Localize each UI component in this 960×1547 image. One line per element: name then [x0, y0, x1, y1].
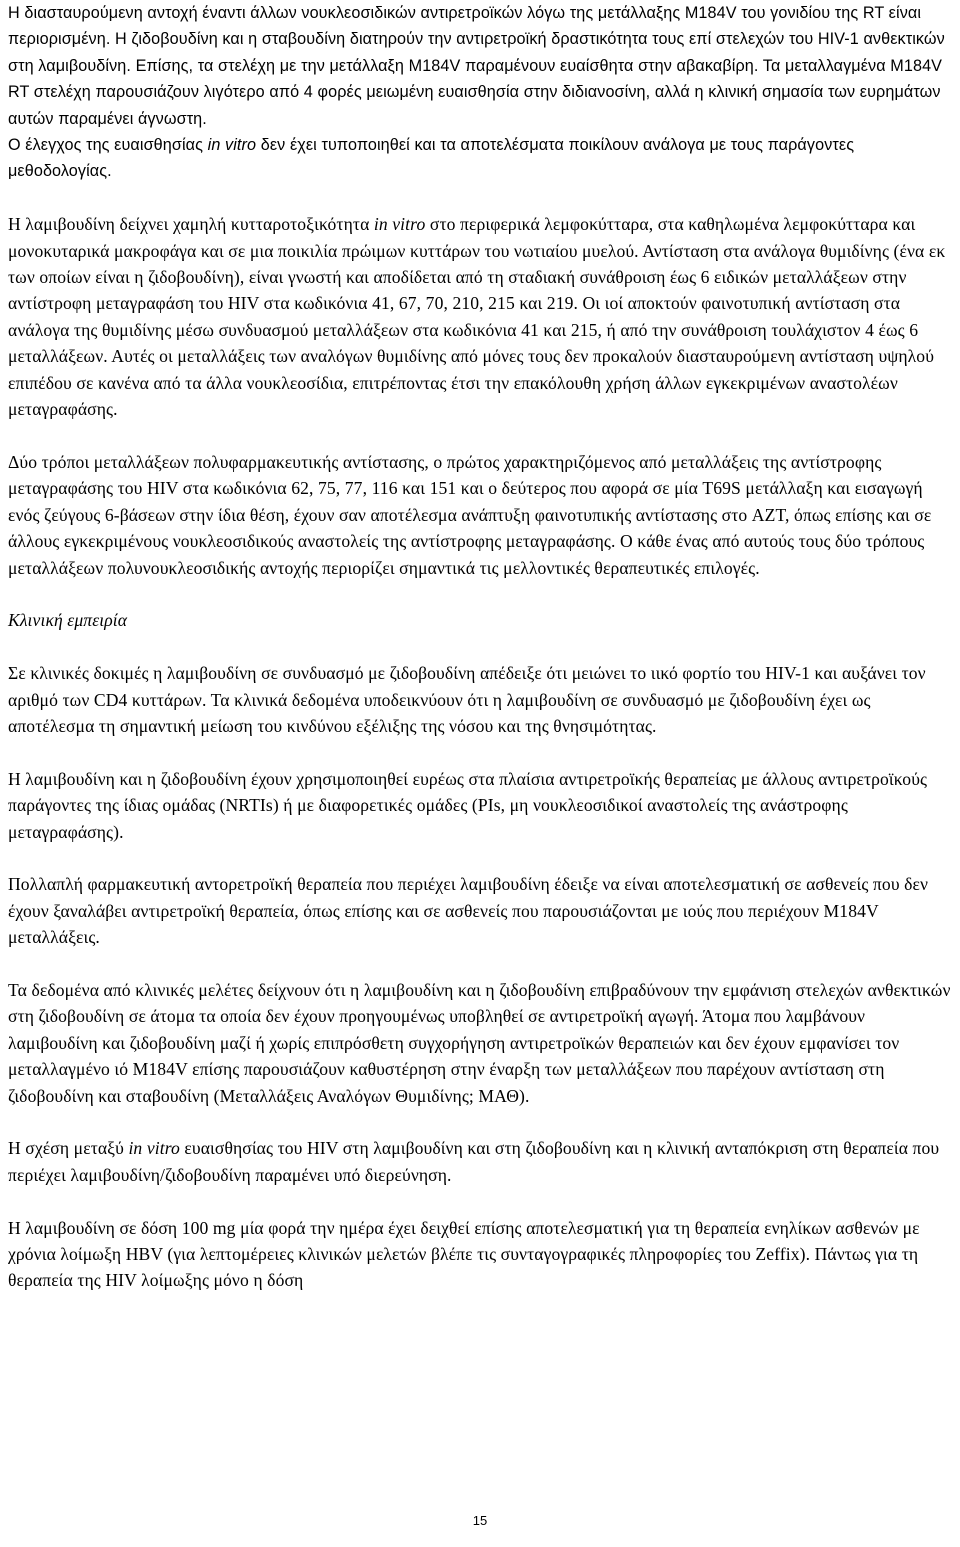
page-number: 15: [472, 1513, 488, 1528]
paragraph-multidrug-resistance: Δύο τρόποι μεταλλάξεων πολυφαρμακευτικής αντίστασης, ο πρώτος χαρακτηριζόμενος από μεταλλάξεις της αντίστροφης μεταγραφάσης του HIV στα κωδικόνια 62, 75, 77, 116 και 151 και ο δεύτερος που αφορά σε μία T69S μετάλλαξη και εισαγωγή ενός ζεύγους 6-βάσεων στην ίδια θέση, έχουν σαν αποτέλεσμα ανάπτυξη φαινοτυπικής αντίστασης στο AZT, όπως επίσης και σε άλλους εγκεκριμένους νουκλεοσιδικούς αναστολείς της αντίστροφης μεταγραφάσης. Ο κάθε ένας από αυτούς τους δύο τρόπους μεταλλάξεων πολυνουκλεοσιδικής αντοχής περιορίζει σημαντικά τις μελλοντικές θεραπευτικές επιλογές.: [8, 451, 932, 578]
paragraph-spacer: [8, 951, 952, 977]
document-body: [8, 0, 952, 1294]
paragraph-combination-use: Η λαμιβουδίνη και η ζιδοβουδίνη έχουν χρησιμοποιηθεί ευρέως στα πλαίσια αντιρετροϊκής θεραπείας με άλλους αντιρετροϊκούς παράγοντες της ίδιας ομάδας (NRTIs) ή με διαφορετικές ομάδες (PIs, μη νουκλεοσιδικοί αναστολείς της ανάστροφης μεταγραφάσης).: [8, 768, 928, 842]
paragraph-spacer: [8, 845, 952, 871]
paragraph-cross-resistance: [8, 0, 952, 132]
paragraph-text: δεν έχει τυποποιηθεί και τα αποτελέσματα ποικίλουν ανάλογα με τους παράγοντες μεθοδολογίας.: [8, 136, 855, 181]
paragraph-cytotoxicity: [8, 211, 952, 422]
italic-term: in vitro: [207, 136, 257, 155]
paragraph-spacer: [8, 739, 952, 765]
italic-term: in vitro: [373, 214, 426, 235]
paragraph-clinical-data: Τα δεδομένα από κλινικές μελέτες δείχνουν ότι η λαμιβουδίνη και η ζιδοβουδίνη επιβραδύνουν την εμφάνιση στελεχών ανθεκτικών στη ζιδοβουδίνη σε άτομα τα οποία δεν έχουν προηγουμένως υποβληθεί σε αντιρετροϊκή αγωγή. Άτομα που λαμβάνουν λαμιβουδίνη και ζιδοβουδίνη μαζί ή χωρίς επιπρόσθετη συγχορήγηση αντιρετροϊκών θεραπειών και δεν έχουν εμφανίσει τον μεταλλαγμένο ιό M184V επίσης παρουσιάζουν καθυστέρηση στην έναρξη των μεταλλάξεων που παρέχουν αντίσταση στη ζιδοβουδίνη και σταβουδίνη (Μεταλλάξεις Αναλόγων Θυμιδίνης; ΜΑΘ).: [8, 979, 951, 1106]
paragraph-in-vitro-relationship: [8, 1135, 952, 1188]
paragraph-spacer: [8, 1188, 952, 1214]
paragraph-spacer: [8, 581, 952, 607]
paragraph-text: Η διασταυρούμενη αντοχή έναντι άλλων νουκλεοσιδικών αντιρετροϊκών λόγω της μετάλλαξης M184V του γονιδίου της RT είναι περιορισμένη. Η ζιδοβουδίνη και η σταβουδίνη διατηρούν την αντιρετροϊκή δραστικότητα τους επί στελεχών του HIV-1 ανθεκτικών στη λαμιβουδίνη. Επίσης, τα στελέχη με την μετάλλαξη M184V παραμένουν ευαίσθητα στην αβακαβίρη.: [8, 4, 945, 75]
paragraph-hbv-dose: Η λαμιβουδίνη σε δόση 100 mg μία φορά την ημέρα έχει δειχθεί επίσης αποτελεσματική για τη θεραπεία ενηλίκων ασθενών με χρόνια λοίμωξη HBV (για λεπτομέρειες κλινικών μελετών βλέπε τις συνταγογραφικές πληροφορίες του Zeffix). Πάντως για τη θεραπεία της HIV λοίμωξης μόνο η δόση: [8, 1217, 920, 1291]
paragraph-multidrug-therapy: Πολλαπλή φαρμακευτική αντορετροϊκή θεραπεία που περιέχει λαμιβουδίνη έδειξε να είναι αποτελεσματική σε ασθενείς που δεν έχουν ξαναλάβει αντιρετροϊκή θεραπεία, όπως επίσης και σε ασθενείς που παρουσιάζονται με ιούς που περιέχουν M184V μεταλλάξεις.: [8, 874, 929, 948]
paragraph-spacer: [8, 422, 952, 448]
section-heading: Κλινική εμπειρία: [8, 610, 128, 631]
paragraph-text: ευαισθησίας του HIV στη λαμιβουδίνη και στη ζιδοβουδίνη και η κλινική ανταπόκριση στη θεραπεία που περιέχει λαμιβουδίνη/ζιδοβουδίνη παραμένει υπό διερεύνηση.: [8, 1138, 940, 1185]
paragraph-text: Ο έλεγχος της ευαισθησίας: [8, 136, 208, 155]
paragraph-clinical-trials: Σε κλινικές δοκιμές η λαμιβουδίνη σε συνδυασμό με ζιδοβουδίνη απέδειξε ότι μειώνει το ιικό φορτίο του HIV-1 και αυξάνει τον αριθμό των CD4 κυττάρων. Τα κλινικά δεδομένα υποδεικνύουν ότι η λαμιβουδίνη σε συνδυασμό με ζιδοβουδίνη έχει ως αποτέλεσμα τη σημαντική μείωση του κινδύνου εξέλιξης της νόσου και της θνησιμότητας.: [8, 663, 926, 736]
paragraph-spacer: [8, 185, 952, 211]
paragraph-text: Τα μεταλλαγμένα M184V RT στελέχη παρουσιάζουν λιγότερο από 4 φορές μειωμένη ευαισθησία στην διδιανοσίνη, αλλά η κλινική σημασία των ευρημάτων αυτών παραμένει άγνωστη.: [8, 56, 943, 128]
paragraph-text: Η σχέση μεταξύ: [8, 1138, 129, 1159]
paragraph-text: στο περιφερικά λεμφοκύτταρα, στα καθηλωμένα λεμφοκύτταρα και μονοκυταρικά μακροφάγα και σε μια ποικιλία πρώιμων κυττάρων του νωτιαίου μυελού. Αντίσταση στα ανάλογα θυμιδίνης (ένα εκ των οποίων είναι η ζιδοβουδίνη), είναι γνωστή και αποδίδεται από τη σταδιακή συνάθροιση έως 6 ειδικών μεταλλάξεων στην αντίστροφη μεταγραφάση του HIV στα κωδικόνια 41, 67, 70, 210, 215 και 219. Οι ιοί αποκτούν φαινοτυπική αντίσταση στα ανάλογα της θυμιδίνης μέσω συνδυασμού μεταλλάξεων στα κωδικόνια 41 και 215, ή από την συνάθροιση τουλάχιστον 4 έως 6 μεταλλάξεων. Αυτές οι μεταλλάξεις των αναλόγων θυμιδίνης από μόνες τους δεν προκαλούν διασταυρούμενη αντίσταση υψηλού επιπέδου σε κανένα από τα άλλα νουκλεοσίδια, επιτρέποντας έτσι την επακόλουθη χρήση άλλων εγκεκριμένων αναστολέων μεταγραφάσης.: [8, 214, 946, 420]
italic-term: in vitro: [128, 1138, 180, 1159]
paragraph-spacer: [8, 634, 952, 660]
paragraph-text: Η λαμιβουδίνη δείχνει χαμηλή κυτταροτοξικότητα: [8, 214, 374, 235]
paragraph-susceptibility-testing: [8, 132, 952, 185]
paragraph-spacer: [8, 1109, 952, 1135]
